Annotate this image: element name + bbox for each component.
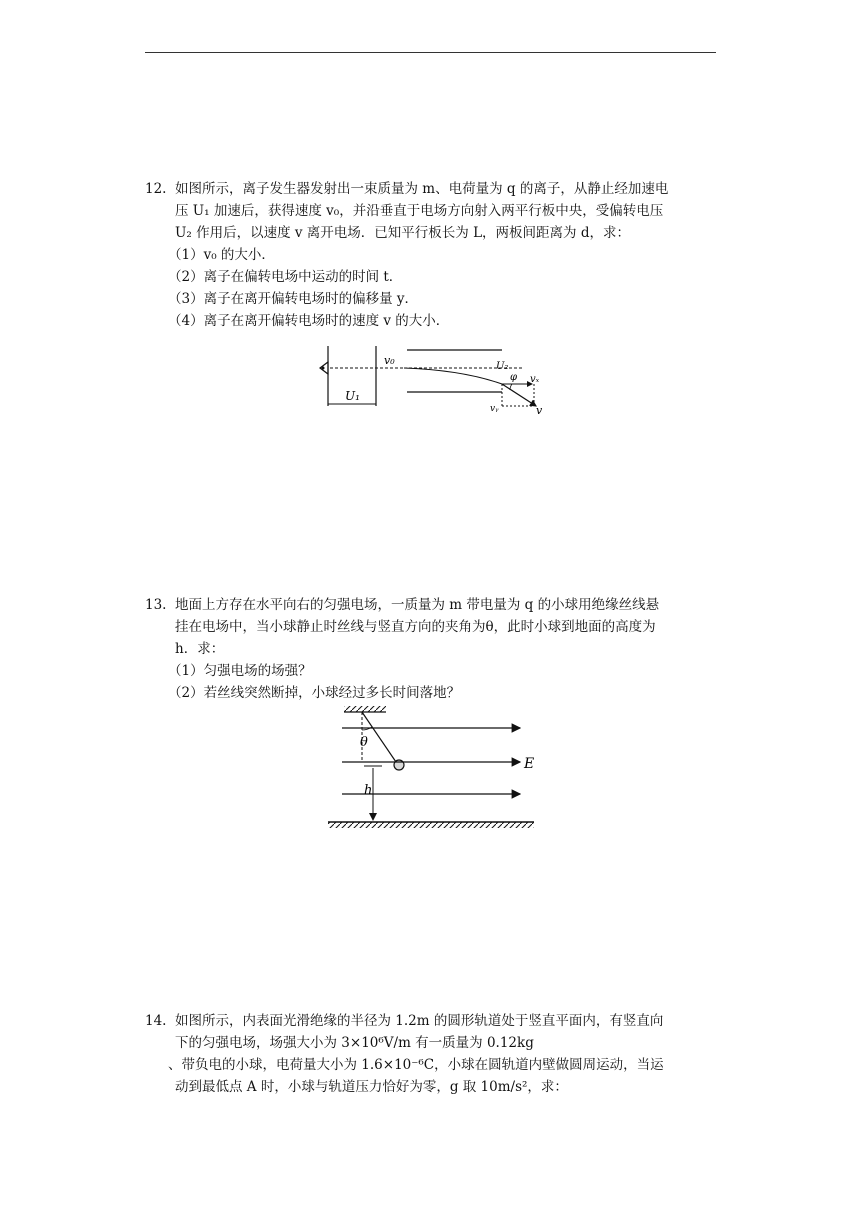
label-vx: vₓ: [530, 374, 540, 385]
question-12-sub-2: （2）离子在偏转电场中运动的时间 t．: [168, 269, 403, 285]
ion-deflection-figure: [312, 344, 562, 416]
question-12-line-2: 压 U₁ 加速后，获得速度 v₀，并沿垂直于电场方向射入两平行板中央，受偏转电压: [175, 203, 664, 219]
question-13-sub-1: （1）匀强电场的场强？: [168, 663, 312, 679]
question-14-line-4: 动到最低点 A 时，小球与轨道压力恰好为零，g 取 10m/s²，求：: [175, 1079, 568, 1095]
question-13-number: 13.: [145, 597, 167, 613]
label-v0: v₀: [384, 354, 395, 367]
header-rule: [145, 52, 716, 53]
label-e: E: [524, 756, 535, 772]
label-vy: vᵧ: [490, 404, 499, 414]
label-v: v: [536, 404, 543, 416]
question-13-line-2: 挂在电场中，当小球静止时丝线与竖直方向的夹角为θ，此时小球到地面的高度为: [175, 619, 656, 635]
question-13-sub-2: （2）若丝线突然断掉，小球经过多长时间落地？: [168, 685, 461, 701]
question-12-sub-1: （1）v₀ 的大小．: [168, 247, 275, 263]
question-12-line-3: U₂ 作用后，以速度 v 离开电场．已知平行板长为 L，两板间距离为 d，求：: [175, 225, 630, 241]
label-phi: φ: [510, 372, 518, 383]
label-theta: θ: [360, 735, 368, 750]
question-12-sub-3: （3）离子在离开偏转电场时的偏移量 y．: [168, 291, 419, 307]
question-13-line-1: 地面上方存在水平向右的匀强电场，一质量为 m 带电量为 q 的小球用绝缘丝线悬: [175, 597, 660, 613]
charged-ball-figure: [322, 704, 544, 830]
question-14-line-3: 、带负电的小球，电荷量大小为 1.6×10⁻⁶C，小球在圆轨道内壁做圆周运动，当运: [168, 1057, 664, 1073]
question-14-number: 14.: [145, 1013, 167, 1029]
label-h: h: [364, 783, 373, 798]
label-u1: U₁: [345, 389, 360, 403]
question-12-number: 12.: [145, 181, 167, 197]
label-u2: U₂: [496, 361, 509, 372]
question-12-sub-4: （4）离子在离开偏转电场时的速度 v 的大小．: [168, 313, 450, 329]
question-12-line-1: 如图所示，离子发生器发射出一束质量为 m、电荷量为 q 的离子，从静止经加速电: [175, 181, 669, 197]
question-14-line-2: 下的匀强电场，场强大小为 3×10⁶V/m 有一质量为 0.12kg: [175, 1035, 534, 1051]
question-14-line-1: 如图所示，内表面光滑绝缘的半径为 1.2m 的圆形轨道处于竖直平面内，有竖直向: [175, 1013, 664, 1029]
question-13-line-3: h．求：: [175, 641, 225, 657]
